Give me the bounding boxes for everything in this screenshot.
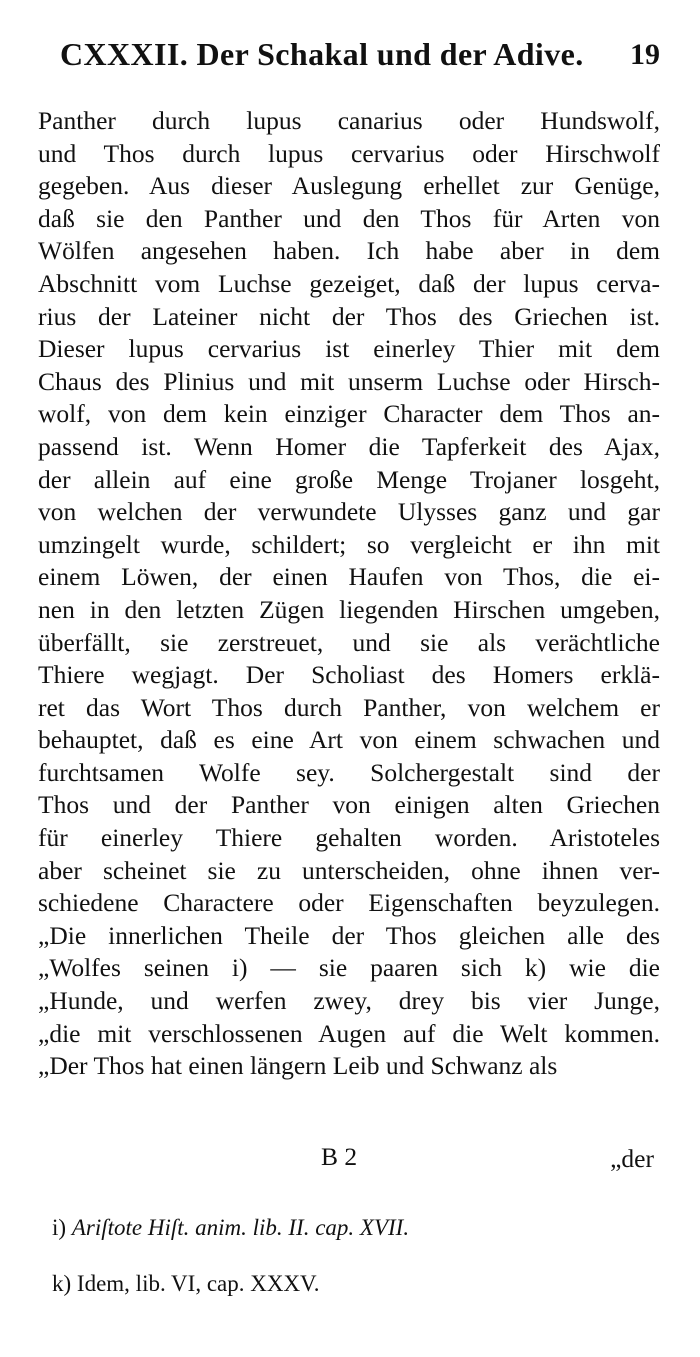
signature-row — [38, 1142, 660, 1176]
text-line: „Wolfes seinen i) — sie paaren sich k) wie die — [38, 953, 660, 983]
text-line: einem Löwen, der einen Haufen von Thos, die ei- — [38, 562, 660, 592]
text-line: rius der Lateiner nicht der Thos des Griechen ist. — [38, 301, 660, 331]
text-line: und Thos durch lupus cervarius oder Hirschwolf — [38, 138, 660, 168]
text-line: wolf, von dem kein einziger Character dem Thos an- — [38, 399, 660, 429]
text-line: „Hunde, und werfen zwey, drey bis vier Junge, — [38, 986, 660, 1016]
page-number: 19 — [630, 38, 660, 71]
text-line: Dieser lupus cervarius ist einerley Thier mit dem — [38, 334, 660, 364]
text-line: furchtsamen Wolfe sey. Solchergestalt sind der — [38, 757, 660, 787]
footnote-i — [52, 1215, 409, 1271]
text-line: „Die innerlichen Theile der Thos gleichen alle des — [38, 920, 660, 950]
text-line: für einerley Thiere gehalten worden. Aristoteles — [38, 823, 660, 853]
footnote-text: Ariſtote Hiſt. anim. lib. II. cap. XVII. — [71, 1215, 410, 1240]
footnotes — [52, 1215, 409, 1327]
text-line: Chaus des Plinius und mit unserm Luchse oder Hirsch- — [38, 366, 660, 396]
text-line: ret das Wort Thos durch Panther, von welchem er — [38, 692, 660, 722]
text-line: passend ist. Wenn Homer die Tapferkeit des Ajax, — [38, 431, 660, 461]
footnote-k — [52, 1271, 409, 1327]
text-line: behauptet, daß es eine Art von einem schwachen und — [38, 725, 660, 755]
text-line: überfällt, sie zerstreuet, und sie als verächtliche — [38, 627, 660, 657]
text-line: der allein auf eine große Menge Trojaner losgeht, — [38, 464, 660, 494]
footnote-text: Idem, lib. VI, cap. XXXV. — [76, 1271, 320, 1296]
text-line: aber scheinet sie zu unterscheiden, ohne ihnen ver- — [38, 855, 660, 885]
text-line: Wölfen angesehen haben. Ich habe aber in dem — [38, 236, 660, 266]
text-line: „die mit verschlossenen Augen auf die Welt kommen. — [38, 1018, 660, 1048]
text-line: Panther durch lupus canarius oder Hundswolf, — [38, 106, 660, 135]
text-line: „Der Thos hat einen längern Leib und Schwanz als — [38, 1051, 558, 1081]
text-line: Abschnitt vom Luchse gezeiget, daß der lupus cerva- — [38, 268, 660, 298]
footnote-mark: k) — [52, 1271, 72, 1296]
footnote-mark: i) — [52, 1215, 67, 1240]
text-line: Thiere wegjagt. Der Scholiast des Homers erklä- — [38, 660, 660, 690]
text-line: nen in den letzten Zügen liegenden Hirschen umgeben, — [38, 594, 660, 624]
catchword: „der — [610, 1144, 654, 1173]
body-text — [38, 105, 660, 1083]
text-line: daß sie den Panther und den Thos für Arten von — [38, 203, 660, 233]
text-line: schiedene Charactere oder Eigenschaften beyzulegen. — [38, 888, 660, 918]
text-line: Thos und der Panther von einigen alten Griechen — [38, 790, 660, 820]
running-title: CXXXII. Der Schakal und der Adive. — [60, 36, 584, 72]
text-line: umzingelt wurde, schildert; so vergleicht er ihn mit — [38, 529, 660, 559]
signature-mark: B 2 — [321, 1142, 358, 1171]
text-line: gegeben. Aus dieser Auslegung erhellet zur Genüge, — [38, 171, 660, 201]
text-line: von welchen der verwundete Ulysses ganz und gar — [38, 497, 660, 527]
running-header — [38, 28, 660, 78]
